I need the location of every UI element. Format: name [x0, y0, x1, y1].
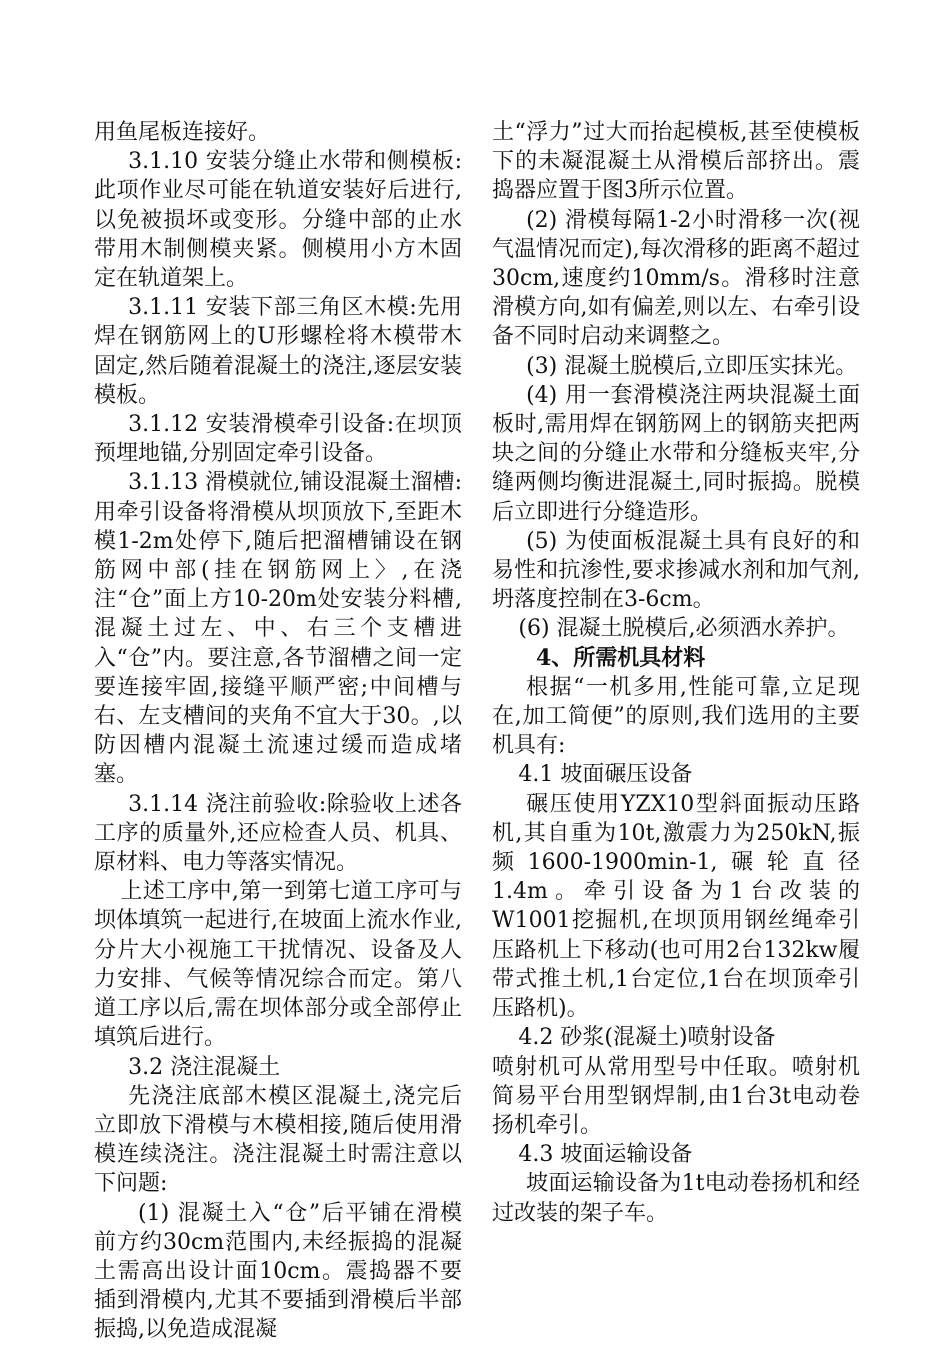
- paragraph: (2) 滑模每隔1-2小时滑移一次(视气温情况而定),每次滑移的距离不超过30cm,速度约10mm/s。滑移时注意滑模方向,如有偏差,则以左、右牵引设备不同时启动来调整之。: [492, 207, 860, 350]
- paragraph: 3.1.14 浇注前验收:除验收上述各工序的质量外,还应检查人员、机具、原材料、电力等落实情况。: [94, 791, 462, 876]
- paragraph: 碾压使用YZX10型斜面振动压路机,其自重为10t,激震力为250kN,振频1600-1900min-1,碾轮直径1.4m。牵引设备为1台改装的W1001挖掘机,在坝顶用钢丝绳牵引压路机上下移动(也可用2台132kw履带式推土机,1台定位,1台在坝顶牵引压路机)。: [492, 791, 860, 1022]
- section-heading: 3.2 浇注混凝土: [128, 1054, 281, 1080]
- subsection-heading: 4.2 砂浆(混凝土)喷射设备: [518, 1025, 776, 1051]
- subsection-heading: 4.3 坡面运输设备: [518, 1142, 693, 1168]
- paragraph: (5) 为使面板混凝土具有良好的和易性和抗渗性,要求掺减水剂和加气剂,坍落度控制在3-6cm。: [492, 528, 860, 613]
- paragraph: (3) 混凝土脱模后,立即压实抹光。: [526, 353, 858, 379]
- paragraph: 土“浮力”过大而抬起模板,甚至使模板下的未凝混凝土从滑模后部挤出。震捣器应置于图3所示位置。: [492, 120, 860, 204]
- paragraph: 3.1.12 安装滑模牵引设备:在坝顶预埋地锚,分别固定牵引设备。: [94, 412, 462, 467]
- paragraph: (1) 混凝土入“仓”后平铺在滑模前方约30cm范围内,未经振捣的混凝土需高出设计面10cm。震捣器不要插到滑模内,尤其不要插到滑模后半部振捣,以免造成混凝: [94, 1200, 462, 1343]
- paragraph: 坡面运输设备为1t电动卷扬机和经过改装的架子车。: [492, 1171, 860, 1226]
- left-column: [94, 118, 462, 1345]
- paragraph: 喷射机可从常用型号中任取。喷射机简易平台用型钢焊制,由1台3t电动卷扬机牵引。: [492, 1054, 860, 1138]
- paragraph: (6) 混凝土脱模后,必须洒水养护。: [518, 616, 850, 642]
- paragraph: 用鱼尾板连接好。: [94, 120, 271, 145]
- paragraph: 根据“一机多用,性能可靠,立足现在,加工简便”的原则,我们选用的主要机具有:: [492, 674, 860, 759]
- paragraph: 3.1.13 滑模就位,铺设混凝土溜槽:用牵引设备将滑模从坝顶放下,至距木模1-2m处停下,随后把溜槽铺设在钢筋网中部(挂在钢筋网上〉,在浇注“仓”面上方10-20m处安装分料槽,混凝土过左、中、右三个支槽进入“仓”内。要注意,各节溜槽之间一定要连接牢固,接缝平顺严密;中间槽与右、左支槽间的夹角不宜大于30。,以防因槽内混凝土流速过缓而造成堵塞。: [94, 470, 462, 788]
- paragraph: (4) 用一套滑模浇注两块混凝土面板时,需用焊在钢筋网上的钢筋夹把两块之间的分缝止水带和分缝板夹牢,分缝两侧均衡进混凝土,同时振捣。脱模后立即进行分缝造形。: [492, 382, 860, 525]
- paragraph: 上述工序中,第一到第七道工序可与坝体填筑一起进行,在坡面上流水作业,分片大小视施工干扰情况、设备及人力安排、气候等情况综合而定。第八道工序以后,需在坝体部分或全部停止填筑后进行。: [94, 879, 462, 1051]
- right-column: [492, 118, 860, 1228]
- paragraph: 3.1.11 安装下部三角区木模:先用焊在钢筋网上的U形螺栓将木模带木固定,然后随着混凝土的浇注,逐层安装模板。: [94, 295, 462, 408]
- paragraph: 3.1.10 安装分缝止水带和侧模板:此项作业尽可能在轨道安装好后进行,以免被损坏或变形。分缝中部的止水带用木制侧模夹紧。侧模用小方木固定在轨道架上。: [94, 149, 462, 292]
- paragraph: 先浇注底部木模区混凝土,浇完后立即放下滑模与木模相接,随后使用滑模连续浇注。浇注混凝土时需注意以下问题:: [94, 1083, 462, 1197]
- section-heading: 4、所需机具材料: [536, 644, 706, 671]
- subsection-heading: 4.1 坡面碾压设备: [518, 762, 693, 788]
